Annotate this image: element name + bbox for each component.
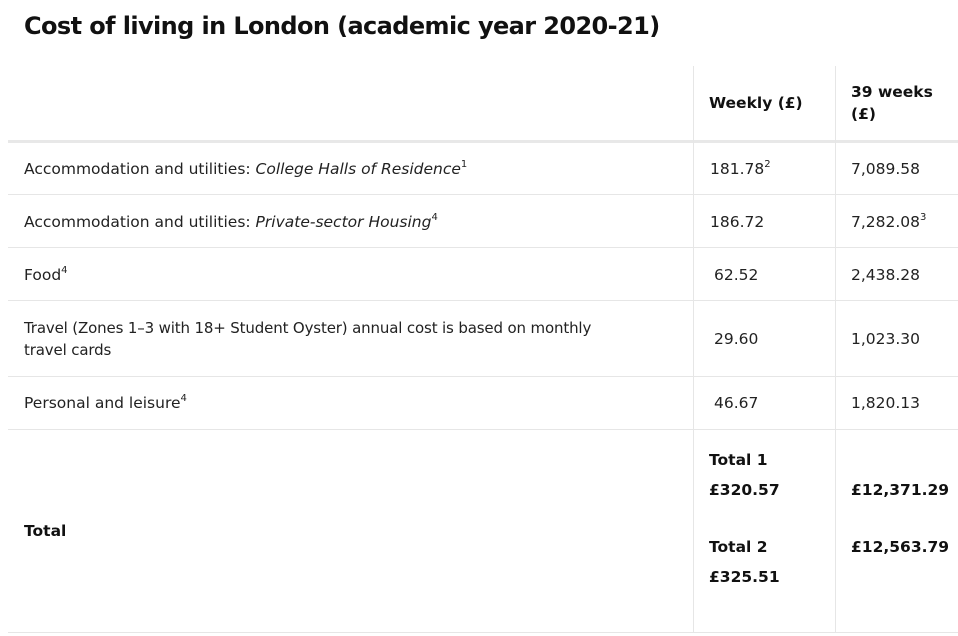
total-label: Total (24, 522, 67, 540)
page-title: Cost of living in London (academic year 2020-21) (24, 12, 660, 40)
row-label-travel-line1: Travel (Zones 1–3 with 18+ Student Oyster) annual cost is based on monthly (24, 319, 592, 337)
row-divider (8, 247, 958, 248)
row-divider (8, 632, 958, 633)
row-weekly-travel: 29.60 (714, 330, 759, 348)
row-39weeks-travel: 1,023.30 (851, 330, 921, 348)
row-divider (8, 194, 958, 195)
header-39-weeks: 39 weeks (851, 83, 933, 101)
row-39weeks-halls: 7,089.58 (851, 160, 921, 178)
header-divider (8, 140, 958, 143)
column-divider (693, 66, 694, 632)
column-divider (835, 66, 836, 632)
header-39-weeks-unit: (£) (851, 105, 876, 123)
total2-label: Total 2 (709, 538, 768, 556)
row-39weeks-personal-leisure: 1,820.13 (851, 394, 921, 412)
row-label-travel (24, 317, 684, 361)
row-divider (8, 429, 958, 430)
total1-label: Total 1 (709, 451, 768, 469)
total1-weekly: £320.57 (709, 481, 780, 499)
row-weekly-food: 62.52 (714, 266, 759, 284)
total2-weekly: £325.51 (709, 568, 780, 586)
row-divider (8, 300, 958, 301)
row-39weeks-private-housing: 7,282.08$^3$ (851, 211, 927, 231)
row-weekly-private-housing: 186.72 (710, 213, 765, 231)
row-weekly-halls: 181.78$^2$ (710, 158, 771, 178)
row-weekly-personal-leisure: 46.67 (714, 394, 759, 412)
row-divider (8, 376, 958, 377)
total1-39weeks: £12,371.29 (851, 481, 950, 499)
header-weekly: Weekly (£) (709, 94, 803, 112)
total2-39weeks: £12,563.79 (851, 538, 950, 556)
row-label-food: Food$^4$ (24, 264, 68, 284)
row-label-private-housing: Accommodation and utilities: Private-sector Housing$^4$ (24, 211, 438, 231)
row-label-halls: Accommodation and utilities: College Halls of Residence$^1$ (24, 158, 468, 178)
row-39weeks-food: 2,438.28 (851, 266, 921, 284)
row-label-personal-leisure: Personal and leisure$^4$ (24, 392, 187, 412)
row-label-travel-line2: travel cards (24, 341, 112, 359)
